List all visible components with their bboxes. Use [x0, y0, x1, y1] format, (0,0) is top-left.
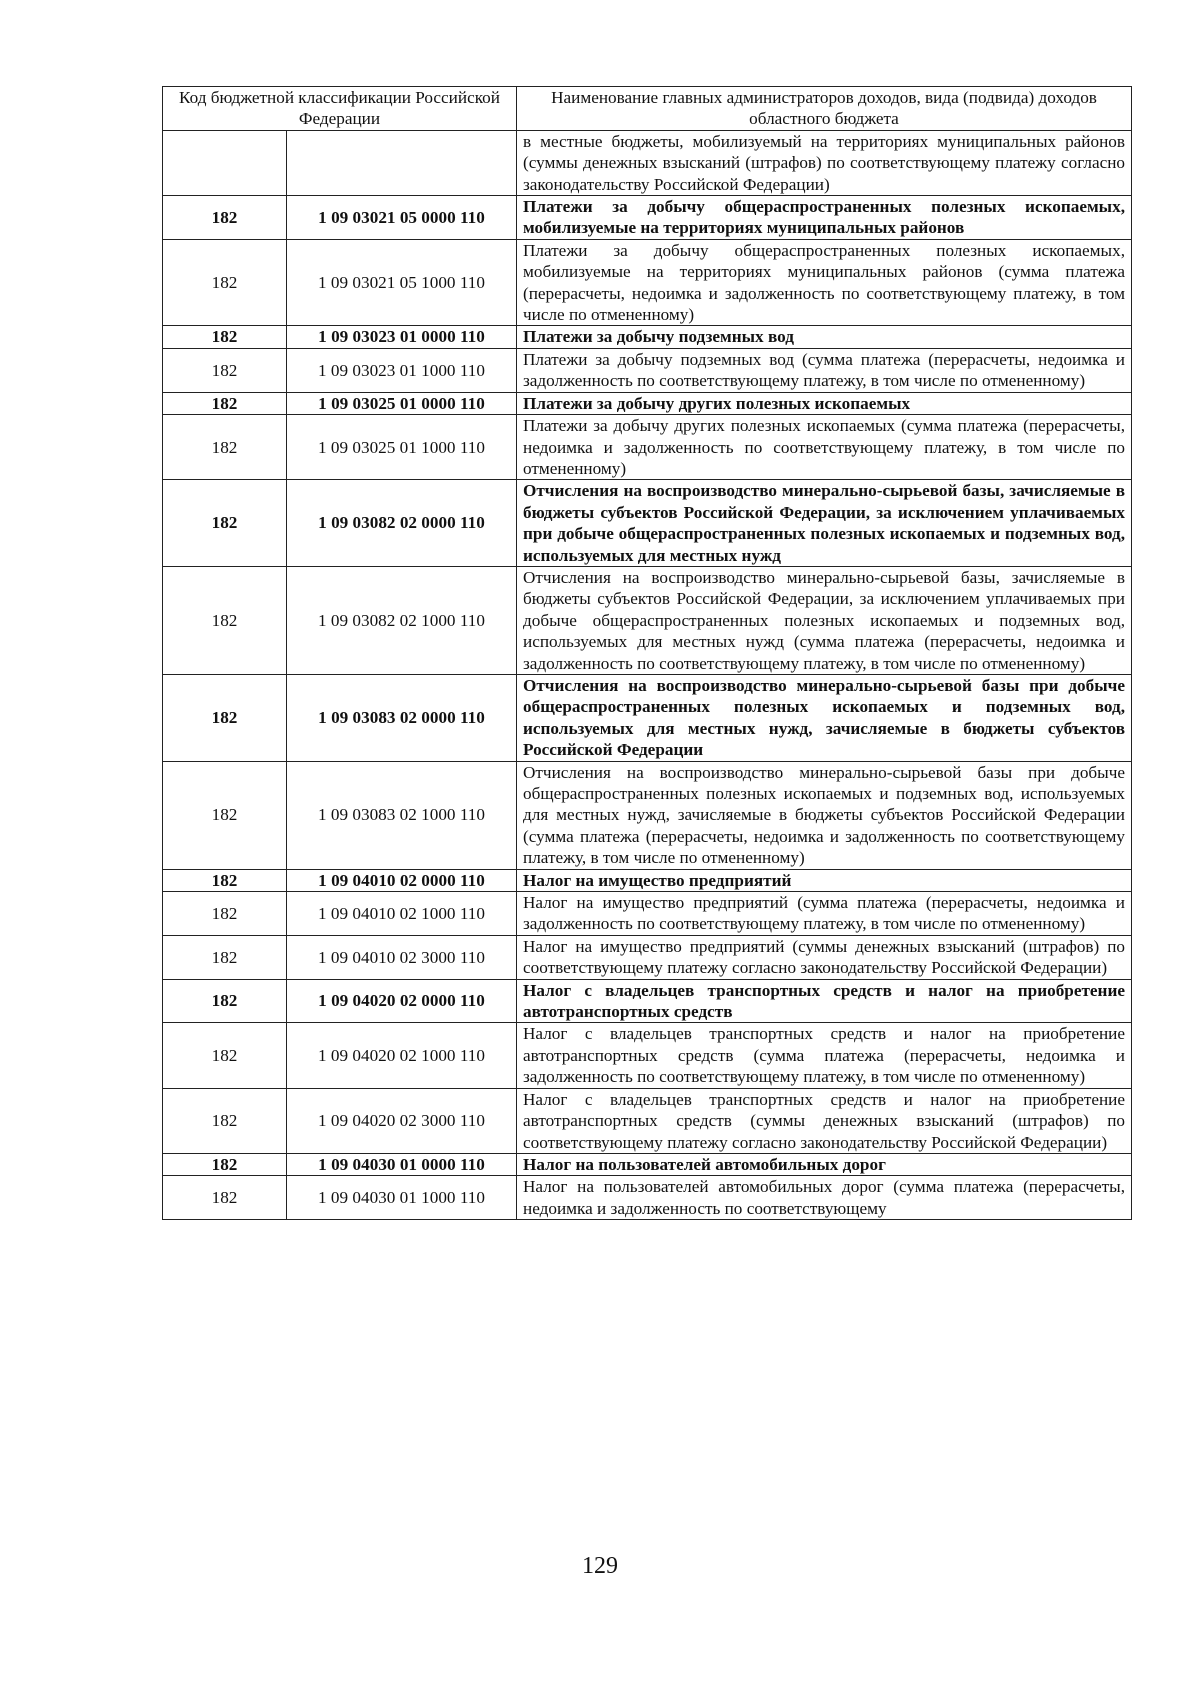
- admin-code-cell: 182: [163, 196, 287, 240]
- table-row: [163, 130, 1132, 195]
- admin-code-cell: 182: [163, 674, 287, 761]
- budget-code-cell: 1 09 03021 05 0000 110: [287, 196, 517, 240]
- table-row: [163, 1023, 1132, 1088]
- income-name-cell: Налог на пользователей автомобильных дорог (сумма платежа (перерасчеты, недоимка и задолженность по соответствующему: [517, 1176, 1132, 1220]
- budget-code-cell: 1 09 03083 02 1000 110: [287, 761, 517, 869]
- admin-code-cell: 182: [163, 1088, 287, 1153]
- income-name-cell: Платежи за добычу подземных вод: [517, 326, 1132, 348]
- budget-code-cell: 1 09 03025 01 1000 110: [287, 415, 517, 480]
- budget-code-cell: 1 09 04010 02 1000 110: [287, 892, 517, 936]
- budget-code-cell: 1 09 04020 02 1000 110: [287, 1023, 517, 1088]
- budget-code-cell: 1 09 03082 02 0000 110: [287, 480, 517, 567]
- budget-code-cell: [287, 130, 517, 195]
- admin-code-cell: 182: [163, 869, 287, 891]
- table-row: [163, 566, 1132, 674]
- table-row: [163, 480, 1132, 567]
- income-name-cell: Налог с владельцев транспортных средств и налог на приобретение автотранспортных средств (сумма платежа (перерасчеты, недоимка и задолженность по соответствующему платежу, в том числе по отмененному): [517, 1023, 1132, 1088]
- budget-code-cell: 1 09 03082 02 1000 110: [287, 566, 517, 674]
- table-row: [163, 196, 1132, 240]
- table-row: [163, 674, 1132, 761]
- budget-code-cell: 1 09 04020 02 3000 110: [287, 1088, 517, 1153]
- admin-code-cell: 182: [163, 348, 287, 392]
- table-row: [163, 348, 1132, 392]
- budget-code-cell: 1 09 03025 01 0000 110: [287, 392, 517, 414]
- admin-code-cell: 182: [163, 566, 287, 674]
- income-name-cell: Отчисления на воспроизводство минерально-сырьевой базы, зачисляемые в бюджеты субъектов Российской Федерации, за исключением уплачиваемых при добыче общераспространенных полезных ископаемых и подземных вод, используемых для местных нужд: [517, 480, 1132, 567]
- budget-classification-table: [162, 86, 1132, 1220]
- admin-code-cell: 182: [163, 1176, 287, 1220]
- table-row: [163, 1153, 1132, 1175]
- table-row: [163, 979, 1132, 1023]
- admin-code-cell: [163, 130, 287, 195]
- header-income-name: Наименование главных администраторов доходов, вида (подвида) доходов областного бюджета: [517, 87, 1132, 131]
- table-body: [163, 130, 1132, 1219]
- table-row: [163, 239, 1132, 326]
- table-row: [163, 892, 1132, 936]
- table-row: [163, 935, 1132, 979]
- income-name-cell: Платежи за добычу общераспространенных полезных ископаемых, мобилизуемые на территориях муниципальных районов (сумма платежа (перерасчеты, недоимка и задолженность по соответствующему платежу, в том числе по отмененному): [517, 239, 1132, 326]
- table-row: [163, 415, 1132, 480]
- income-name-cell: в местные бюджеты, мобилизуемый на территориях муниципальных районов (суммы денежных взысканий (штрафов) по соответствующему платежу согласно законодательству Российской Федерации): [517, 130, 1132, 195]
- admin-code-cell: 182: [163, 239, 287, 326]
- income-name-cell: Платежи за добычу других полезных ископаемых (сумма платежа (перерасчеты, недоимка и задолженность по соответствующему платежу, в том числе по отмененному): [517, 415, 1132, 480]
- budget-code-cell: 1 09 04030 01 0000 110: [287, 1153, 517, 1175]
- admin-code-cell: 182: [163, 326, 287, 348]
- income-name-cell: Налог на имущество предприятий (суммы денежных взысканий (штрафов) по соответствующему платежу согласно законодательству Российской Федерации): [517, 935, 1132, 979]
- budget-code-cell: 1 09 03023 01 1000 110: [287, 348, 517, 392]
- budget-code-cell: 1 09 04010 02 3000 110: [287, 935, 517, 979]
- budget-code-cell: 1 09 03023 01 0000 110: [287, 326, 517, 348]
- admin-code-cell: 182: [163, 480, 287, 567]
- admin-code-cell: 182: [163, 761, 287, 869]
- page-number: 129: [582, 1553, 618, 1579]
- income-name-cell: Платежи за добычу общераспространенных полезных ископаемых, мобилизуемые на территориях муниципальных районов: [517, 196, 1132, 240]
- table-header-row: [163, 87, 1132, 131]
- admin-code-cell: 182: [163, 1153, 287, 1175]
- table-row: [163, 392, 1132, 414]
- budget-code-cell: 1 09 04030 01 1000 110: [287, 1176, 517, 1220]
- budget-code-cell: 1 09 03083 02 0000 110: [287, 674, 517, 761]
- income-name-cell: Платежи за добычу других полезных ископаемых: [517, 392, 1132, 414]
- income-name-cell: Налог на имущество предприятий: [517, 869, 1132, 891]
- income-name-cell: Отчисления на воспроизводство минерально-сырьевой базы, зачисляемые в бюджеты субъектов Российской Федерации, за исключением уплачиваемых при добыче общераспространенных полезных ископаемых и подземных вод, используемых для местных нужд (сумма платежа (перерасчеты, недоимка и задолженность по соответствующему платежу, в том числе по отмененному): [517, 566, 1132, 674]
- budget-code-cell: 1 09 04010 02 0000 110: [287, 869, 517, 891]
- budget-code-cell: 1 09 04020 02 0000 110: [287, 979, 517, 1023]
- income-name-cell: Отчисления на воспроизводство минерально-сырьевой базы при добыче общераспространенных полезных ископаемых и подземных вод, используемых для местных нужд, зачисляемые в бюджеты субъектов Российской Федерации (сумма платежа (перерасчеты, недоимка и задолженность по соответствующему платежу, в том числе по отмененному): [517, 761, 1132, 869]
- budget-code-cell: 1 09 03021 05 1000 110: [287, 239, 517, 326]
- income-name-cell: Налог на имущество предприятий (сумма платежа (перерасчеты, недоимка и задолженность по соответствующему платежу, в том числе по отмененному): [517, 892, 1132, 936]
- income-name-cell: Налог с владельцев транспортных средств и налог на приобретение автотранспортных средств: [517, 979, 1132, 1023]
- income-name-cell: Отчисления на воспроизводство минерально-сырьевой базы при добыче общераспространенных полезных ископаемых и подземных вод, используемых для местных нужд, зачисляемые в бюджеты субъектов Российской Федерации: [517, 674, 1132, 761]
- income-name-cell: Налог на пользователей автомобильных дорог: [517, 1153, 1132, 1175]
- table-row: [163, 761, 1132, 869]
- admin-code-cell: 182: [163, 392, 287, 414]
- income-name-cell: Платежи за добычу подземных вод (сумма платежа (перерасчеты, недоимка и задолженность по соответствующему платежу, в том числе по отмененному): [517, 348, 1132, 392]
- admin-code-cell: 182: [163, 892, 287, 936]
- admin-code-cell: 182: [163, 935, 287, 979]
- admin-code-cell: 182: [163, 1023, 287, 1088]
- table-row: [163, 1088, 1132, 1153]
- table-row: [163, 326, 1132, 348]
- income-name-cell: Налог с владельцев транспортных средств и налог на приобретение автотранспортных средств (суммы денежных взысканий (штрафов) по соответствующему платежу согласно законодательству Российской Федерации): [517, 1088, 1132, 1153]
- admin-code-cell: 182: [163, 415, 287, 480]
- table-row: [163, 1176, 1132, 1220]
- table-row: [163, 869, 1132, 891]
- header-budget-code: Код бюджетной классификации Российской Федерации: [163, 87, 517, 131]
- admin-code-cell: 182: [163, 979, 287, 1023]
